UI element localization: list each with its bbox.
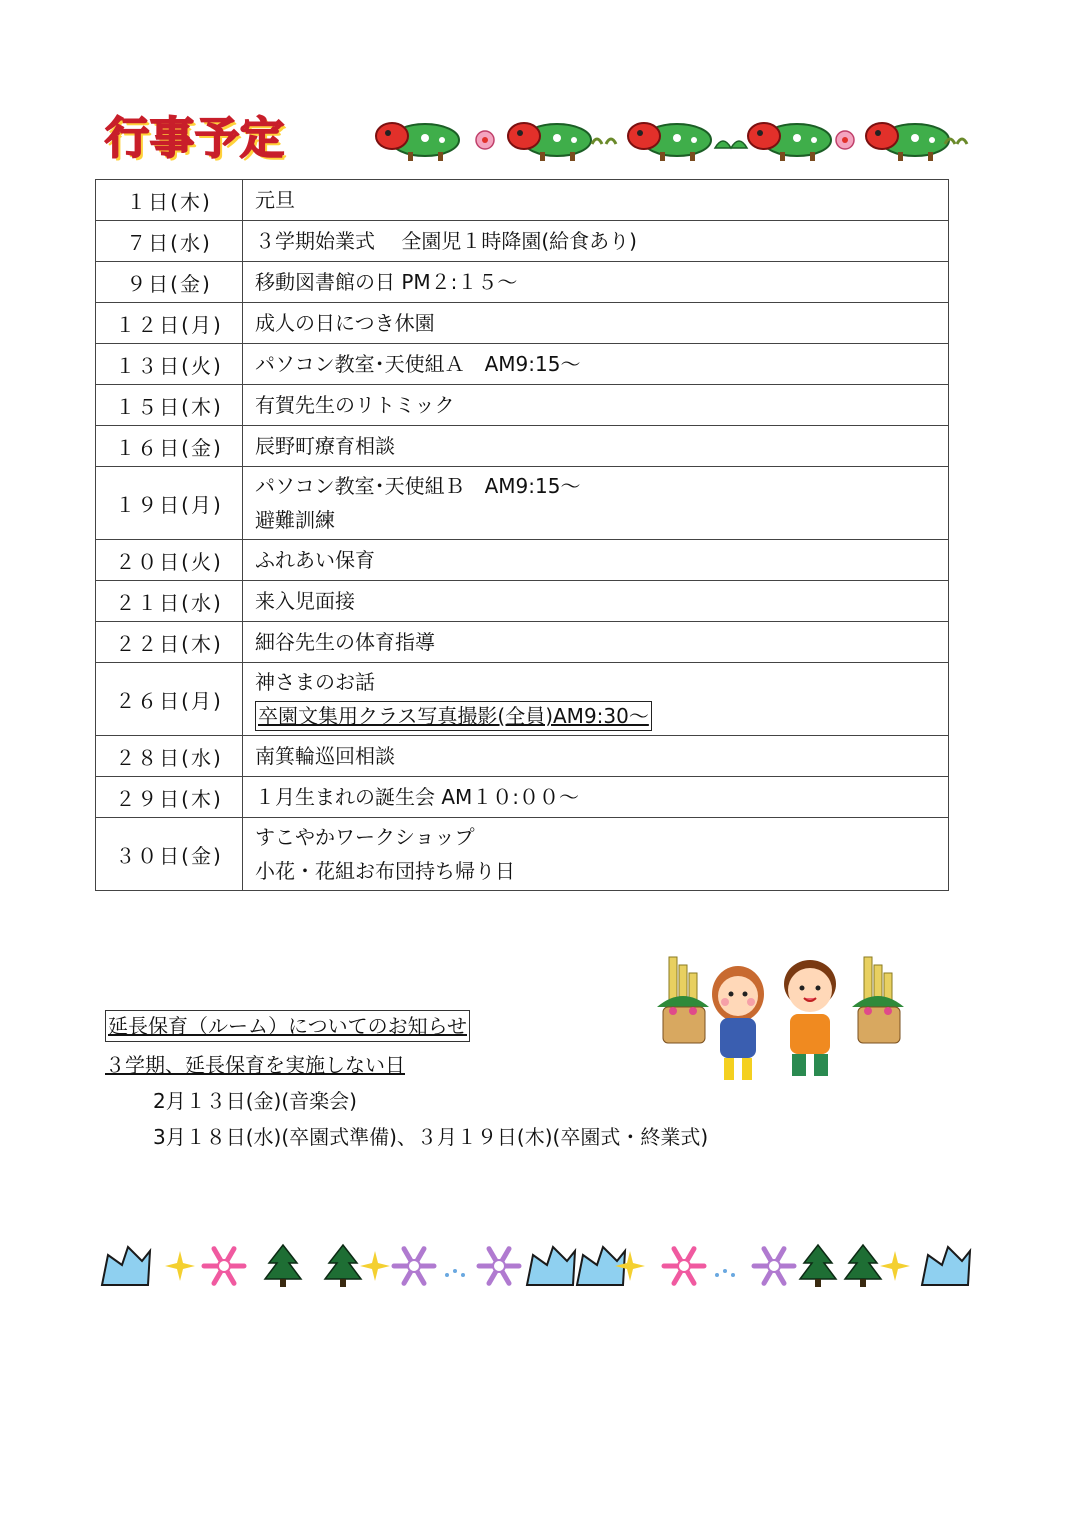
sparkle-icon xyxy=(165,1251,195,1281)
shishimai-lion-icon xyxy=(628,123,711,161)
schedule-event-cell xyxy=(243,540,949,581)
schedule-row xyxy=(96,540,949,581)
fir-tree-icon xyxy=(265,1245,301,1287)
snowflake-icon xyxy=(479,1249,519,1284)
schedule-event-line-boxed xyxy=(255,699,948,733)
lion-dance-decoration xyxy=(370,110,970,170)
pine-icon xyxy=(715,141,747,148)
schedule-date-cell xyxy=(96,540,243,581)
schedule-date: ２２日(木) xyxy=(115,631,223,656)
fir-tree-icon xyxy=(325,1245,361,1287)
schedule-date-cell xyxy=(96,385,243,426)
schedule-date: ７日(水) xyxy=(126,230,212,255)
sparkle-icon xyxy=(360,1251,390,1281)
schedule-event-line: 成人の日につき休園 xyxy=(255,311,435,335)
schedule-date-cell xyxy=(96,777,243,818)
schedule-date: ２８日(水) xyxy=(115,745,223,770)
schedule-event-line: 神さまのお話 xyxy=(255,670,375,694)
schedule-date: １日(木) xyxy=(126,189,212,214)
schedule-event-line: 南箕輪巡回相談 xyxy=(255,744,395,768)
shishimai-lion-icon xyxy=(748,123,831,161)
schedule-event-cell xyxy=(243,467,949,540)
schedule-row xyxy=(96,777,949,818)
schedule-event-line: 有賀先生のリトミック xyxy=(255,393,455,417)
schedule-date: １９日(月) xyxy=(115,492,223,517)
plum-blossom-icon xyxy=(476,131,494,149)
schedule-event-line: 辰野町療育相談 xyxy=(255,434,395,458)
sprout-icon xyxy=(592,139,616,144)
schedule-event-line: ふれあい保育 xyxy=(255,548,375,572)
schedule-date-cell xyxy=(96,180,243,221)
schedule-event-line: 来入児面接 xyxy=(255,589,355,613)
schedule-row xyxy=(96,385,949,426)
shishimai-lion-icon xyxy=(866,123,949,161)
schedule-date-cell xyxy=(96,426,243,467)
schedule-date-cell xyxy=(96,303,243,344)
shishimai-lion-icon xyxy=(508,123,591,161)
schedule-event-cell xyxy=(243,221,949,262)
schedule-event-line: 避難訓練 xyxy=(255,508,335,532)
shishimai-lion-icon xyxy=(376,123,459,161)
notice-date-line: 3月１８日(水)(卒園式準備)、３月１９日(木)(卒園式・終業式) xyxy=(153,1125,709,1149)
snowflake-icon xyxy=(394,1249,434,1284)
schedule-event-line: ３学期始業式 全園児１時降園(給食あり) xyxy=(255,229,637,253)
schedule-event-line: 移動図書館の日 PM２:１５～ xyxy=(255,270,518,294)
schedule-event-line: 細谷先生の体育指導 xyxy=(255,630,435,654)
schedule-row xyxy=(96,818,949,891)
schedule-body xyxy=(96,180,949,891)
schedule-event-cell xyxy=(243,303,949,344)
schedule-row xyxy=(96,581,949,622)
schedule-row xyxy=(96,262,949,303)
schedule-table xyxy=(95,179,949,891)
schedule-event-cell xyxy=(243,818,949,891)
schedule-event-cell xyxy=(243,385,949,426)
schedule-event-cell xyxy=(243,180,949,221)
schedule-event-cell xyxy=(243,777,949,818)
schedule-date: ９日(金) xyxy=(126,271,212,296)
notice-subheading: ３学期、延長保育を実施しない日 xyxy=(105,1053,405,1077)
schedule-row xyxy=(96,344,949,385)
schedule-date-cell xyxy=(96,622,243,663)
schedule-date: １５日(木) xyxy=(115,394,223,419)
schedule-event-line: パソコン教室･天使組Ａ AM9:15～ xyxy=(255,352,581,376)
winter-border-decoration xyxy=(100,1235,975,1295)
schedule-date-cell xyxy=(96,344,243,385)
schedule-event-line: 小花・花組お布団持ち帰り日 xyxy=(255,859,515,883)
extended-care-notice xyxy=(105,1010,805,1152)
schedule-date-cell xyxy=(96,581,243,622)
ice-crystal-icon xyxy=(922,1247,970,1285)
schedule-event-line: 元旦 xyxy=(255,188,295,212)
schedule-date-cell xyxy=(96,467,243,540)
schedule-row xyxy=(96,303,949,344)
schedule-event-line: １月生まれの誕生会 AM１０:００～ xyxy=(255,785,580,809)
ice-crystal-icon xyxy=(102,1247,150,1285)
schedule-date: １６日(金) xyxy=(115,435,223,460)
kadomatsu-icon xyxy=(852,957,904,1043)
schedule-event-line: すこやかワークショップ xyxy=(255,825,475,849)
schedule-event-cell xyxy=(243,262,949,303)
schedule-date-cell xyxy=(96,663,243,736)
dots-decoration xyxy=(445,1269,465,1277)
sparkle-icon xyxy=(880,1251,910,1281)
snowflake-icon xyxy=(204,1249,244,1284)
fir-tree-icon xyxy=(845,1245,881,1287)
fir-tree-icon xyxy=(800,1245,836,1287)
schedule-date-cell xyxy=(96,736,243,777)
plum-blossom-icon xyxy=(836,131,854,149)
schedule-row xyxy=(96,221,949,262)
title-row xyxy=(100,110,980,170)
schedule-row xyxy=(96,622,949,663)
notice-date-line: 2月１３日(金)(音楽会) xyxy=(153,1089,357,1113)
schedule-date-cell xyxy=(96,221,243,262)
schedule-date: ２６日(月) xyxy=(115,688,223,713)
highlighted-event: 卒園文集用クラス写真撮影(全員)AM9:30～ xyxy=(255,701,652,731)
snowflake-icon xyxy=(754,1249,794,1284)
schedule-date-cell xyxy=(96,818,243,891)
schedule-event-cell xyxy=(243,663,949,736)
schedule-event-cell xyxy=(243,736,949,777)
schedule-event-cell xyxy=(243,426,949,467)
schedule-date: ２０日(火) xyxy=(115,549,223,574)
dots-decoration xyxy=(715,1269,735,1277)
schedule-event-cell xyxy=(243,622,949,663)
snowflake-icon xyxy=(664,1249,704,1284)
schedule-row xyxy=(96,736,949,777)
schedule-date: ２９日(木) xyxy=(115,786,223,811)
schedule-date: ３０日(金) xyxy=(115,843,223,868)
schedule-date: １２日(月) xyxy=(115,312,223,337)
schedule-date-cell xyxy=(96,262,243,303)
schedule-row xyxy=(96,180,949,221)
schedule-event-line: パソコン教室･天使組Ｂ AM9:15～ xyxy=(255,474,581,498)
schedule-date: ２１日(水) xyxy=(115,590,223,615)
schedule-date: １３日(火) xyxy=(115,353,223,378)
notice-heading: 延長保育（ルーム）についてのお知らせ xyxy=(105,1010,470,1042)
schedule-event-cell xyxy=(243,344,949,385)
page-title: 行事予定 xyxy=(105,113,285,164)
schedule-row xyxy=(96,663,949,736)
ice-crystal-icon xyxy=(527,1247,575,1285)
schedule-row xyxy=(96,467,949,540)
schedule-event-cell xyxy=(243,581,949,622)
schedule-row xyxy=(96,426,949,467)
